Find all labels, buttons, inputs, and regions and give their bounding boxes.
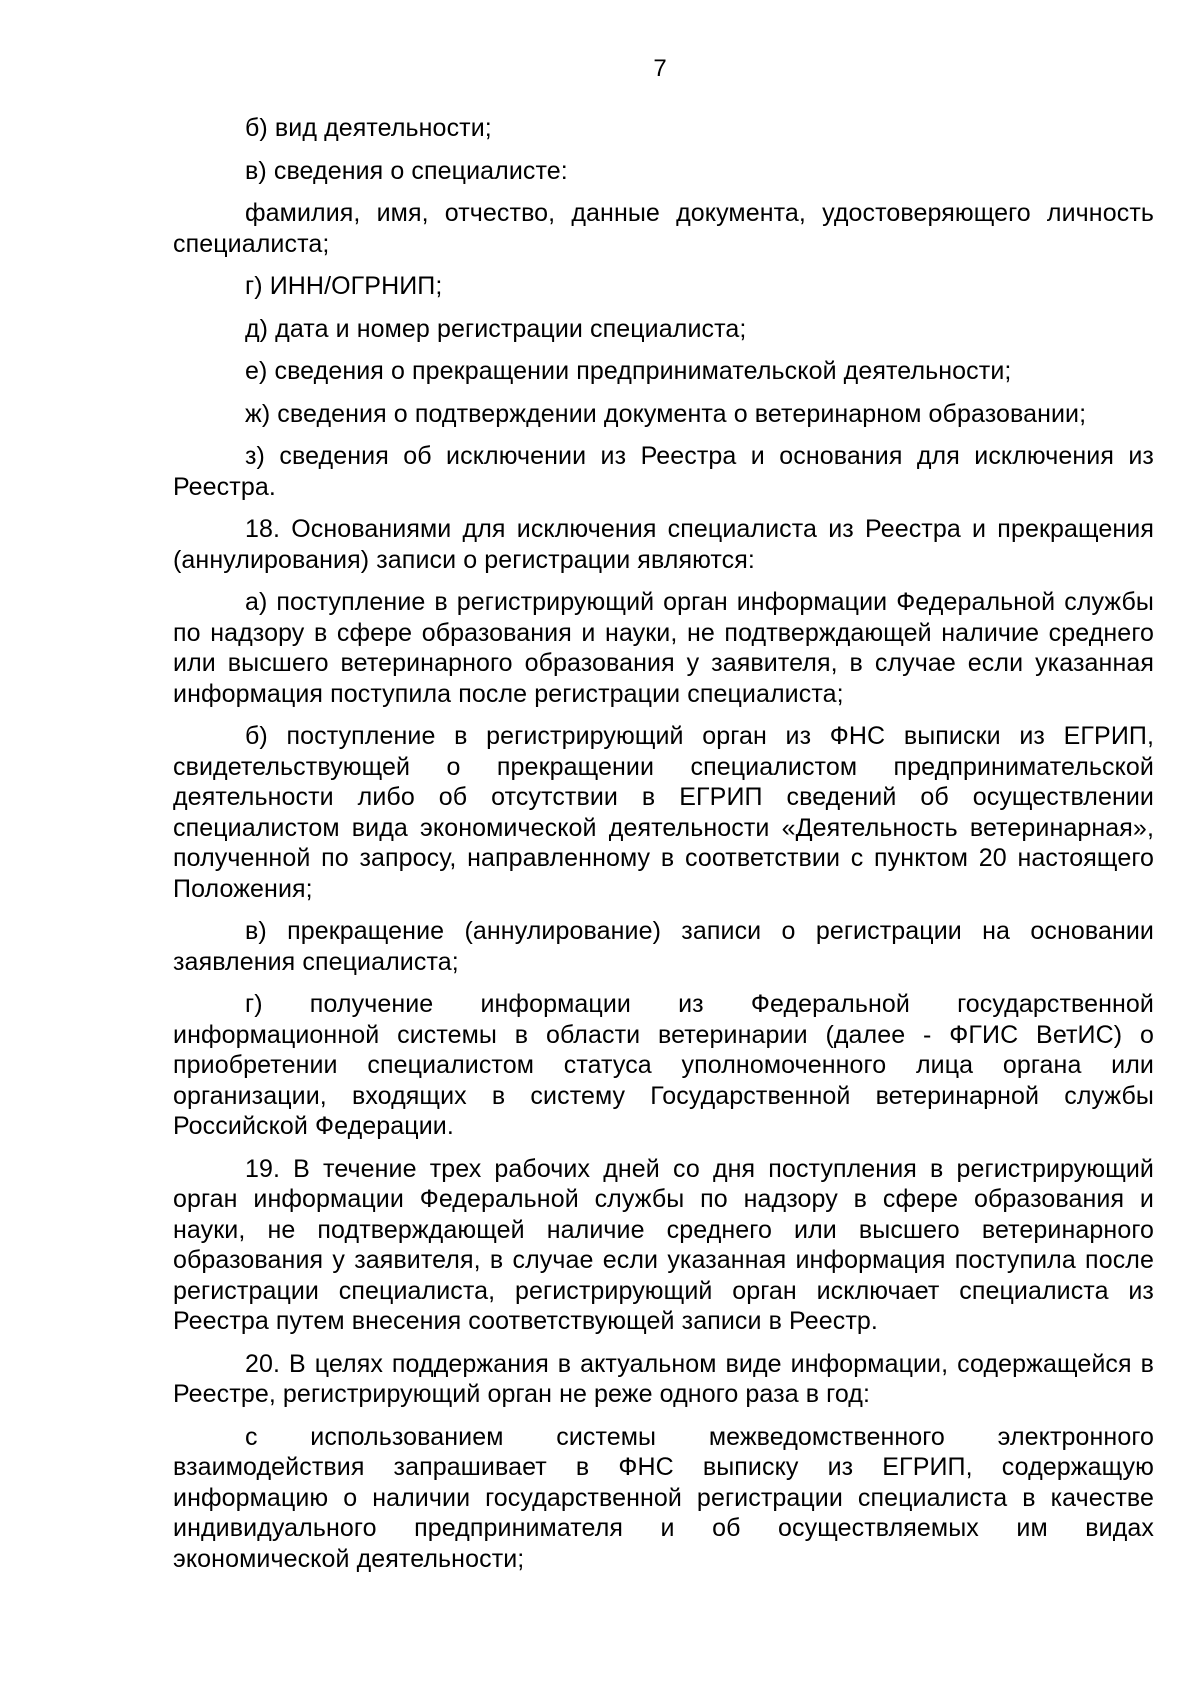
paragraph-section-18: 18. Основаниями для исключения специалиста из Реестра и прекращения (аннулирования) записи о регистрации являются: bbox=[173, 515, 1154, 574]
paragraph-18-b: б) поступление в регистрирующий орган из ФНС выписки из ЕГРИП, свидетельствующей о прекращении специалистом предпринимательской деятельности либо об отсутствии в ЕГРИП сведений об осуществлении специалистом вида экономической деятельности «Деятельность ветеринарная», полученной по запросу, направленному в соответствии с пунктом 20 настоящего Положения; bbox=[173, 722, 1154, 903]
paragraph-specialist-name-and-document: фамилия, имя, отчество, данные документа, удостоверяющего личность специалиста; bbox=[173, 199, 1154, 258]
paragraph-item-e-termination: е) сведения о прекращении предпринимательской деятельности; bbox=[245, 357, 1012, 385]
paragraph-section-19: 19. В течение трех рабочих дней со дня поступления в регистрирующий орган информации Федеральной службы по надзору в сфере образования и науки, не подтверждающей наличие среднего или высшего ветеринарного образования у заявителя, в случае если указанная информация поступила после регистрации специалиста, регистрирующий орган исключает специалиста из Реестра путем внесения соответствующей записи в Реестр. bbox=[173, 1154, 1154, 1335]
paragraph-18-a: а) поступление в регистрирующий орган информации Федеральной службы по надзору в сфере образования и науки, не подтверждающей наличие среднего или высшего ветеринарного образования у заявителя, в случае если указанная информация поступила после регистрации специалиста; bbox=[173, 588, 1154, 708]
paragraph-section-20: 20. В целях поддержания в актуальном виде информации, содержащейся в Реестре, регистрирующий орган не реже одного раза в год: bbox=[173, 1349, 1154, 1408]
paragraph-18-g: г) получение информации из Федеральной государственной информационной системы в области ветеринарии (далее - ФГИС ВетИС) о приобретении специалистом статуса уполномоченного лица органа или организации, входящих в систему Государственной ветеринарной службы Российской Федерации. bbox=[173, 990, 1154, 1140]
paragraph-item-z-exclusion: з) сведения об исключении из Реестра и основания для исключения из Реестра. bbox=[173, 442, 1154, 501]
paragraph-20-interagency-request: с использованием системы межведомственного электронного взаимодействия запрашивает в ФНС выписку из ЕГРИП, содержащую информацию о наличии государственной регистрации специалиста в качестве индивидуального предпринимателя и об осуществляемых им видах экономической деятельности; bbox=[173, 1422, 1154, 1573]
paragraph-18-v: в) прекращение (аннулирование) записи о регистрации на основании заявления специалиста; bbox=[173, 917, 1154, 976]
paragraph-item-v-specialist-info: в) сведения о специалисте: bbox=[245, 156, 568, 185]
page-number: 7 bbox=[653, 55, 667, 82]
paragraph-item-b-activity: б) вид деятельности; bbox=[245, 114, 492, 142]
paragraph-item-d-registration: д) дата и номер регистрации специалиста; bbox=[245, 314, 747, 343]
paragraph-item-g-inn: г) ИНН/ОГРНИП; bbox=[245, 272, 443, 300]
paragraph-item-zh-education: ж) сведения о подтверждении документа о ветеринарном образовании; bbox=[245, 399, 1087, 428]
document-body bbox=[173, 113, 1154, 1586]
